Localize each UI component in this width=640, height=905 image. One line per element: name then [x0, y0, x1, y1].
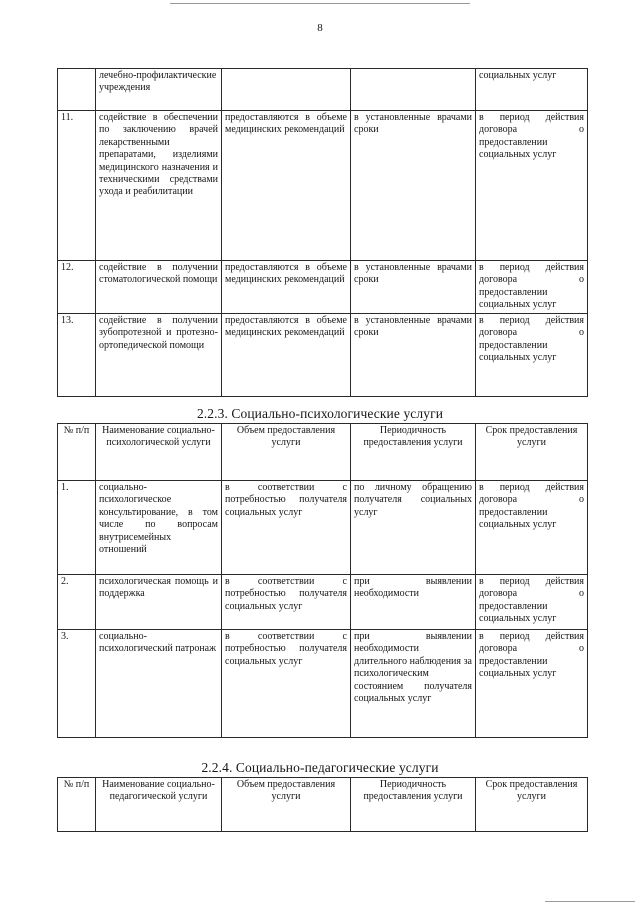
header-volume: Объем предоставления услуги: [222, 424, 351, 481]
service-volume: предоставляются в объеме медицинских рекомендаций: [222, 261, 351, 314]
service-periodicity: при выявлении необходимости: [351, 575, 476, 630]
table-row: [58, 575, 588, 630]
service-volume: в соответствии с потребностью получателя социальных услуг: [222, 575, 351, 630]
header-term: Срок предоставления услуги: [476, 424, 588, 481]
table-row: [58, 261, 588, 314]
service-name: содействие в получении стоматологической помощи: [96, 261, 222, 314]
service-term: в период действия договора о предоставлении социальных услуг: [476, 481, 588, 575]
section-title-pedagogical: 2.2.4. Социально-педагогические услуги: [201, 760, 439, 775]
service-name: социально-психологическое консультирование, в том числе по вопросам внутрисемейных отношений: [96, 481, 222, 575]
table-row: [58, 69, 588, 111]
service-term: в период действия договора о предоставлении социальных услуг: [476, 261, 588, 314]
service-periodicity: в установленные врачами сроки: [351, 261, 476, 314]
header-periodicity: Периодичность предоставления услуги: [351, 778, 476, 832]
psychological-services-table: [57, 423, 588, 738]
table-header-row: [58, 424, 588, 481]
page-number: 8: [317, 22, 323, 34]
service-volume: в соответствии с потребностью получателя социальных услуг: [222, 481, 351, 575]
header-number: № п/п: [58, 424, 96, 481]
service-volume: предоставляются в объеме медицинских рекомендаций: [222, 314, 351, 397]
service-volume: в соответствии с потребностью получателя социальных услуг: [222, 630, 351, 738]
table-row: [58, 111, 588, 261]
row-number: 12.: [58, 261, 96, 314]
medical-services-table: [57, 68, 588, 397]
service-term: в период действия договора о предоставлении социальных услуг: [476, 630, 588, 738]
header-volume: Объем предоставления услуги: [222, 778, 351, 832]
row-number: 3.: [58, 630, 96, 738]
table-row: [58, 481, 588, 575]
service-term: в период действия договора о предоставлении социальных услуг: [476, 575, 588, 630]
service-periodicity: [351, 69, 476, 111]
service-volume: [222, 69, 351, 111]
service-name: психологическая помощь и поддержка: [96, 575, 222, 630]
service-name: социально-психологический патронаж: [96, 630, 222, 738]
service-periodicity: при выявлении необходимости длительного наблюдения за психологическим состоянием получателя социальных услуг: [351, 630, 476, 738]
scan-edge-line: [170, 3, 470, 4]
pedagogical-services-table: [57, 777, 588, 832]
section-title-psychological: 2.2.3. Социально-психологические услуги: [196, 406, 444, 421]
service-term: в период действия договора о предоставлении социальных услуг: [476, 111, 588, 261]
table-header-row: [58, 778, 588, 832]
service-name: содействие в получении зубопротезной и протезно-ортопедической помощи: [96, 314, 222, 397]
service-periodicity: по личному обращению получателя социальных услуг: [351, 481, 476, 575]
scan-edge-line: [545, 901, 635, 902]
row-number: 13.: [58, 314, 96, 397]
header-number: № п/п: [58, 778, 96, 832]
row-number: 11.: [58, 111, 96, 261]
service-term: социальных услуг: [476, 69, 588, 111]
table-row: [58, 314, 588, 397]
table-row: [58, 630, 588, 738]
header-name: Наименование социально-психологической услуги: [96, 424, 222, 481]
service-volume: предоставляются в объеме медицинских рекомендаций: [222, 111, 351, 261]
header-name: Наименование социально-педагогической услуги: [96, 778, 222, 832]
row-number: [58, 69, 96, 111]
header-periodicity: Периодичность предоставления услуги: [351, 424, 476, 481]
row-number: 2.: [58, 575, 96, 630]
service-periodicity: в установленные врачами сроки: [351, 111, 476, 261]
service-name: содействие в обеспечении по заключению врачей лекарственными препаратами, изделиями медицинского назначения и техническими средствами ухода и реабилитации: [96, 111, 222, 261]
service-periodicity: в установленные врачами сроки: [351, 314, 476, 397]
service-name: лечебно-профилактические учреждения: [96, 69, 222, 111]
service-term: в период действия договора о предоставлении социальных услуг: [476, 314, 588, 397]
row-number: 1.: [58, 481, 96, 575]
header-term: Срок предоставления услуги: [476, 778, 588, 832]
